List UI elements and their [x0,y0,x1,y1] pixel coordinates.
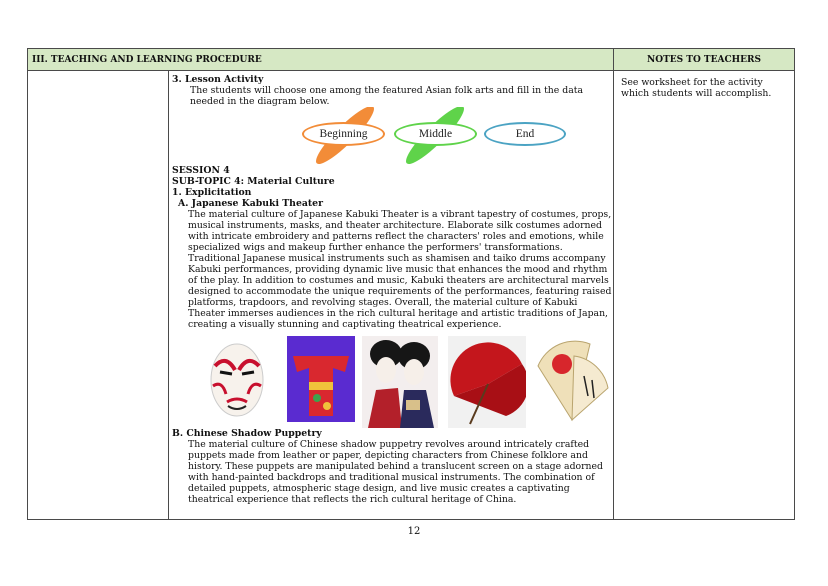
page-number: 12 [407,526,421,537]
column-divider-left [168,71,169,519]
kabuki-mask-image [198,336,276,428]
subtopic-title: SUB-TOPIC 4: Material Culture [172,176,335,187]
umbrella-image [448,336,526,428]
procedure-table [27,48,795,520]
procedure-header: III. TEACHING AND LEARNING PROCEDURE [28,49,614,71]
kimono-image [287,336,355,422]
story-diagram [172,107,612,165]
teacher-notes: See worksheet for the activity which students will accomplish. [621,77,772,99]
geisha-image [362,336,438,428]
lesson-activity-heading: 3. Lesson Activity [172,74,264,85]
lesson-content [172,74,612,505]
kabuki-images [172,336,612,428]
lesson-activity-text: The students will choose one among the featured Asian folk arts and fill in the data needed in the diagram below. [190,85,584,107]
middle-oval: Middle [394,122,477,146]
kabuki-text: The material culture of Japanese Kabuki Theater is a vibrant tapestry of costumes, props, musical instruments, masks, and theater architecture. Elaborate silk costumes adorned with intricate embroidery and patterns reflect the characters' roles and emotions, while specialized wigs and makeup further enhance the performers' transformations. Traditional Japanese musical instruments such as shamisen and taiko drums accompany Kabuki performances, providing dynamic live music that enhances the mood and rhythm of the play. In addition to costumes and music, Kabuki theaters are architectural marvels designed to accommodate the unique requirements of the performances, featuring raised platforms, trapdoors, and revolving stages. Overall, the material culture of Kabuki Theater immerses audiences in the rich cultural heritage and artistic traditions of Japan, creating a visually stunning and captivating theatrical experience. [188,209,612,330]
column-divider-right [613,71,614,519]
fans-image [534,336,610,428]
end-oval: End [484,122,566,146]
session-title: SESSION 4 [172,165,230,176]
shadow-heading: B. Chinese Shadow Puppetry [172,428,322,439]
explicitation-heading: 1. Explicitation [172,187,252,198]
kabuki-heading: A. Japanese Kabuki Theater [178,198,323,209]
shadow-text: The material culture of Chinese shadow puppetry revolves around intricately crafted puppets made from leather or paper, depicting characters from Chinese folklore and history. These puppets are manipulated behind a translucent screen on a stage adorned with hand-painted backdrops and traditional musical instruments. The combination of detailed puppets, atmospheric stage design, and live music creates a captivating theatrical experience that reflects the rich cultural heritage of China. [188,439,604,505]
notes-header: NOTES TO TEACHERS [614,49,794,71]
beginning-oval: Beginning [302,122,385,146]
